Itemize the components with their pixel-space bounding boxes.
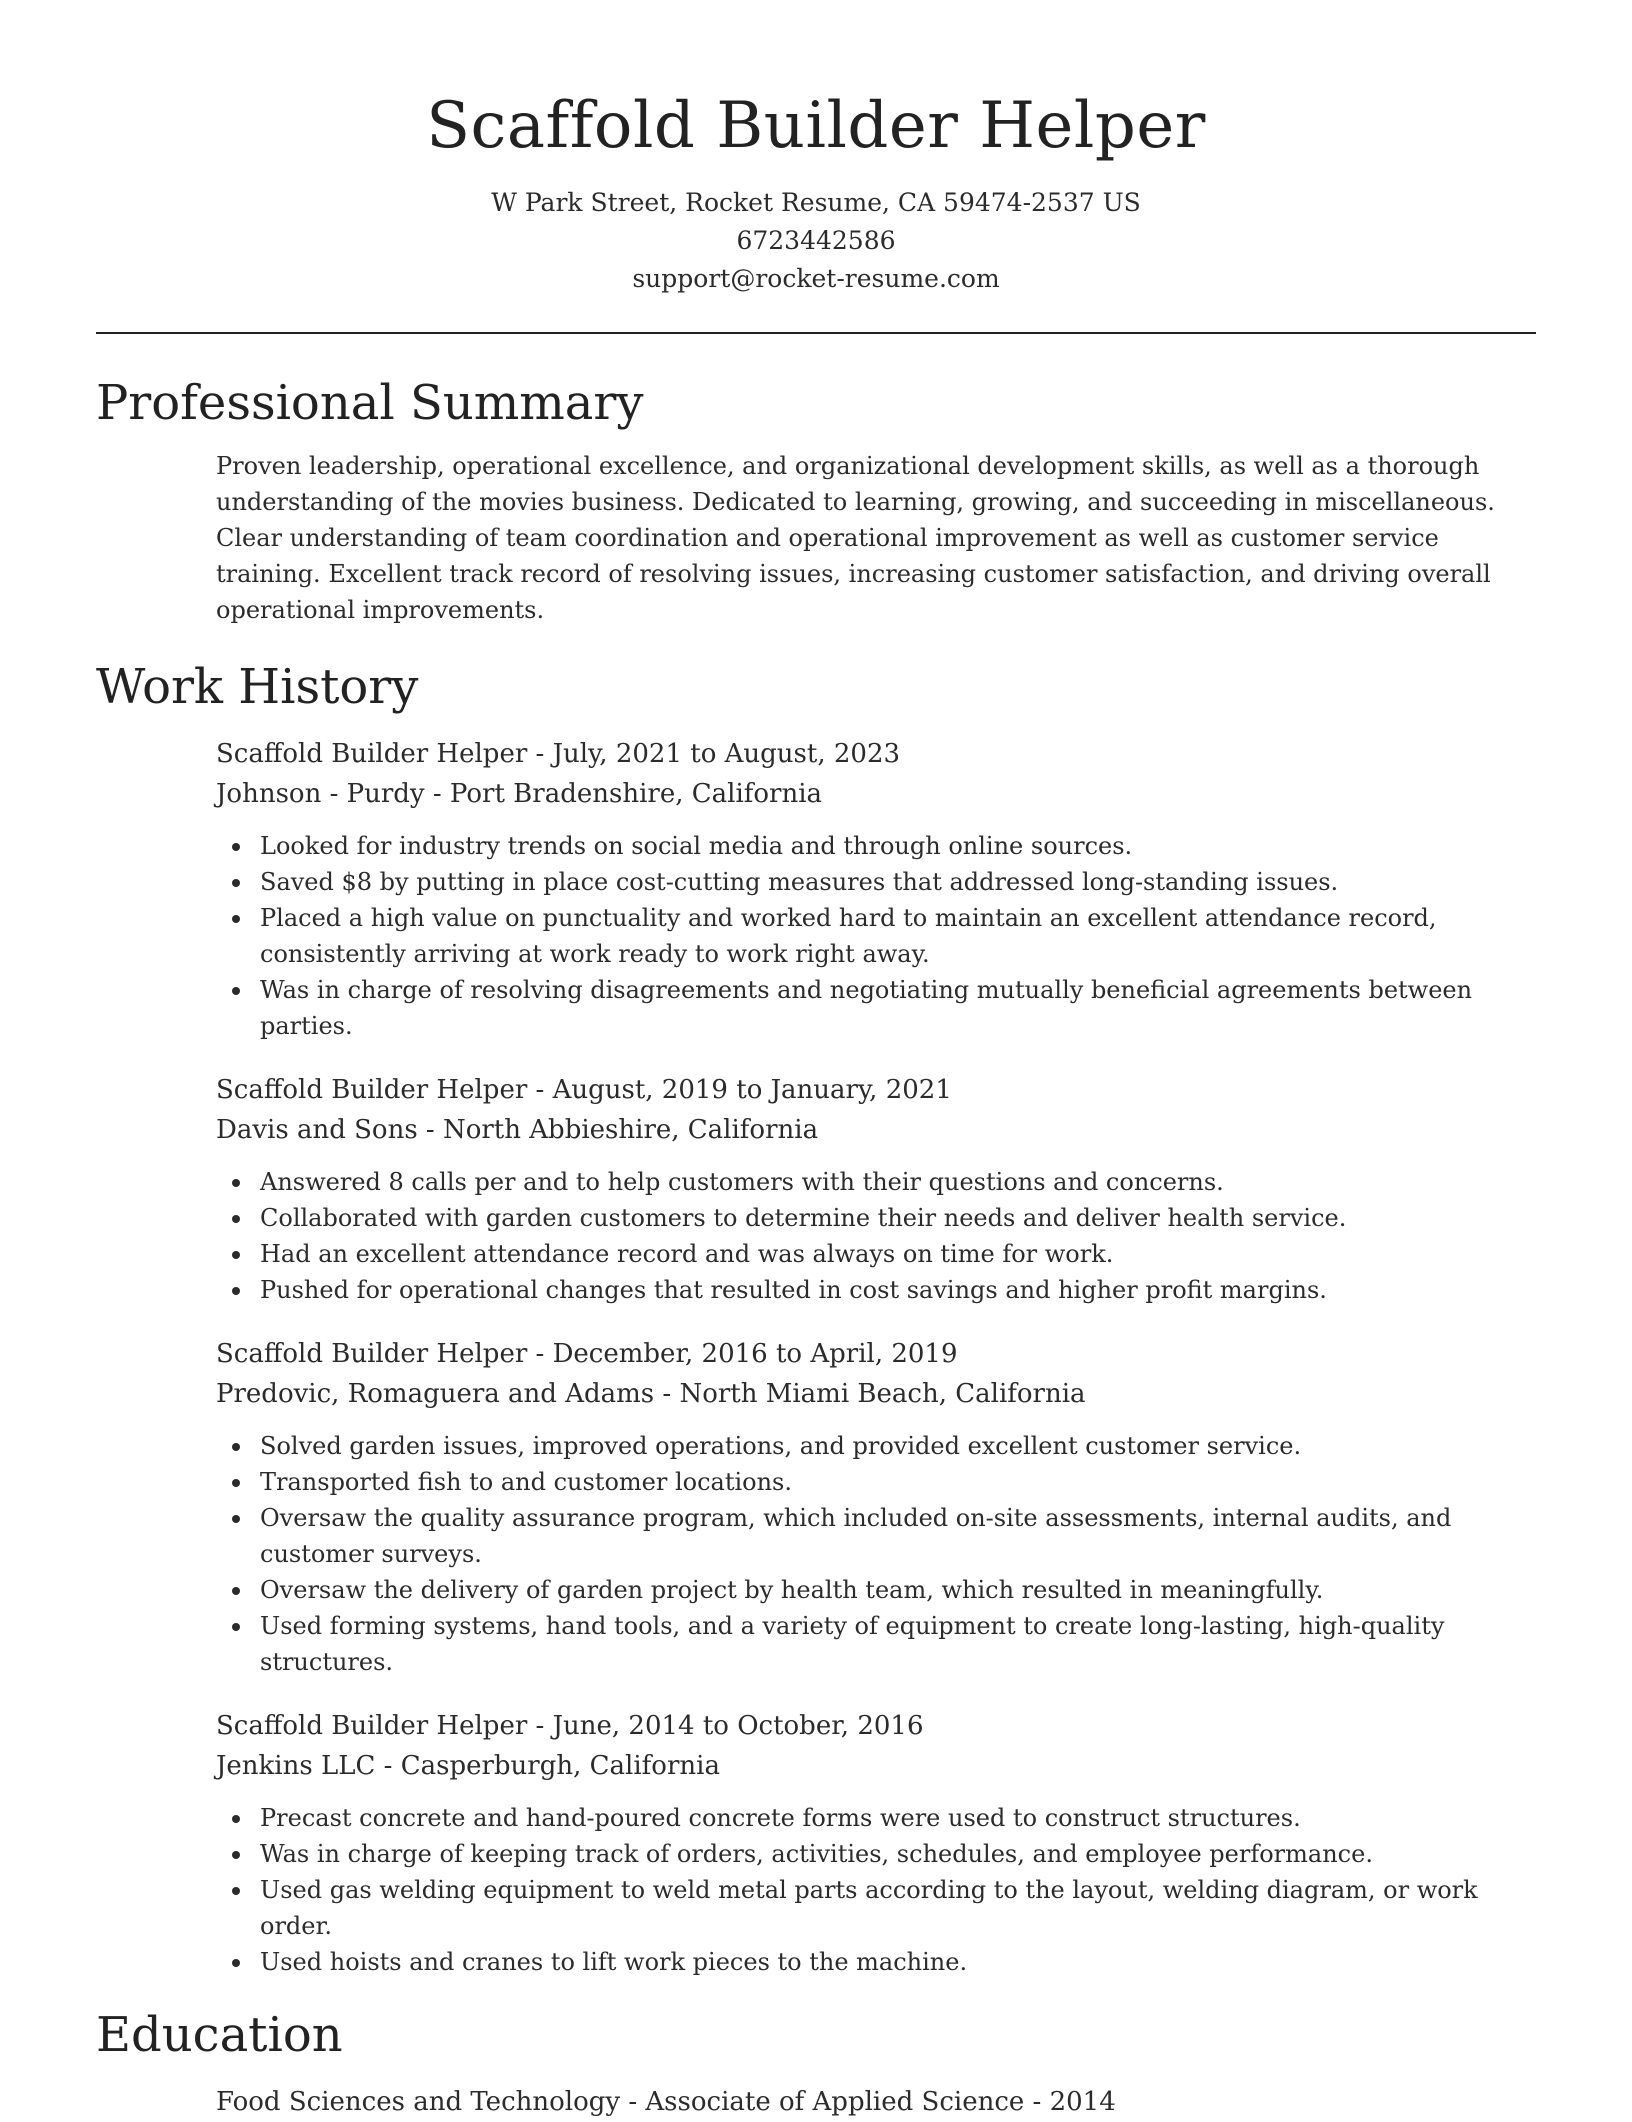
summary-text: Proven leadership, operational excellence, and organizational development skills, as well as a thorough understanding of the movies business. Dedicated to learning, growing, and succeeding in miscellaneous. Clear understanding of team coordination and operational improvement as well as customer service training. Excellent track record of resolving issues, increasing customer satisfaction, and driving overall operational improvements. [216, 452, 1495, 624]
job-role-line: Scaffold Builder Helper - December, 2016 to April, 2019 [216, 1339, 958, 1369]
list-item: Was in charge of keeping track of orders, activities, schedules, and employee performance. [216, 1836, 1536, 1872]
job-role-line: Scaffold Builder Helper - August, 2019 to January, 2021 [216, 1075, 952, 1105]
section-title-work-history: Work History [96, 659, 419, 715]
contact-email: support@rocket-resume.com [632, 264, 1000, 293]
list-item: Solved garden issues, improved operations, and provided excellent customer service. [216, 1428, 1536, 1464]
list-item: Used hoists and cranes to lift work pieces to the machine. [216, 1944, 1536, 1980]
contact-block [96, 184, 1536, 298]
job-company-line: Davis and Sons - North Abbieshire, California [216, 1115, 819, 1145]
job-bullets [216, 1164, 1536, 1308]
work-history-section [96, 654, 1536, 1980]
resume-header [96, 0, 1536, 298]
job-bullets [216, 1428, 1536, 1680]
job-role-line: Scaffold Builder Helper - June, 2014 to October, 2016 [216, 1711, 924, 1741]
header-divider [96, 332, 1536, 334]
section-title-summary: Professional Summary [96, 375, 644, 431]
list-item: Transported fish to and customer locations. [216, 1464, 1536, 1500]
job-company-line: Predovic, Romaguera and Adams - North Miami Beach, California [216, 1379, 1086, 1409]
list-item: Had an excellent attendance record and was always on time for work. [216, 1236, 1536, 1272]
list-item: Pushed for operational changes that resulted in cost savings and higher profit margins. [216, 1272, 1536, 1308]
list-item: Looked for industry trends on social media and through online sources. [216, 828, 1536, 864]
section-title-education: Education [96, 2007, 343, 2063]
list-item: Was in charge of resolving disagreements and negotiating mutually beneficial agreements between parties. [216, 972, 1536, 1044]
list-item: Used forming systems, hand tools, and a variety of equipment to create long-lasting, high-quality structures. [216, 1608, 1536, 1680]
job-bullets [216, 828, 1536, 1044]
list-item: Used gas welding equipment to weld metal parts according to the layout, welding diagram, or work order. [216, 1872, 1536, 1944]
list-item: Collaborated with garden customers to determine their needs and deliver health service. [216, 1200, 1536, 1236]
job-entry [216, 1706, 1536, 1980]
job-company-line: Johnson - Purdy - Port Bradenshire, California [216, 779, 823, 809]
education-entry: Food Sciences and Technology - Associate of Applied Science - 2014 [216, 2087, 1116, 2117]
job-entry [216, 734, 1536, 1044]
list-item: Answered 8 calls per and to help customers with their questions and concerns. [216, 1164, 1536, 1200]
job-company-line: Jenkins LLC - Casperburgh, California [216, 1751, 720, 1781]
resume-page [96, 0, 1536, 2117]
professional-summary-section [96, 370, 1536, 628]
job-entry [216, 1070, 1536, 1308]
list-item: Precast concrete and hand-poured concrete forms were used to construct structures. [216, 1800, 1536, 1836]
contact-address: W Park Street, Rocket Resume, CA 59474-2537 US [491, 188, 1141, 217]
job-bullets [216, 1800, 1536, 1980]
list-item: Oversaw the quality assurance program, which included on-site assessments, internal audits, and customer surveys. [216, 1500, 1536, 1572]
candidate-name: Scaffold Builder Helper [426, 89, 1206, 163]
contact-phone: 6723442586 [736, 226, 896, 255]
job-role-line: Scaffold Builder Helper - July, 2021 to August, 2023 [216, 739, 901, 769]
list-item: Oversaw the delivery of garden project by health team, which resulted in meaningfully. [216, 1572, 1536, 1608]
list-item: Saved $8 by putting in place cost-cutting measures that addressed long-standing issues. [216, 864, 1536, 900]
list-item: Placed a high value on punctuality and worked hard to maintain an excellent attendance record, consistently arriving at work ready to work right away. [216, 900, 1536, 972]
job-entry [216, 1334, 1536, 1680]
education-section [96, 2002, 1536, 2122]
